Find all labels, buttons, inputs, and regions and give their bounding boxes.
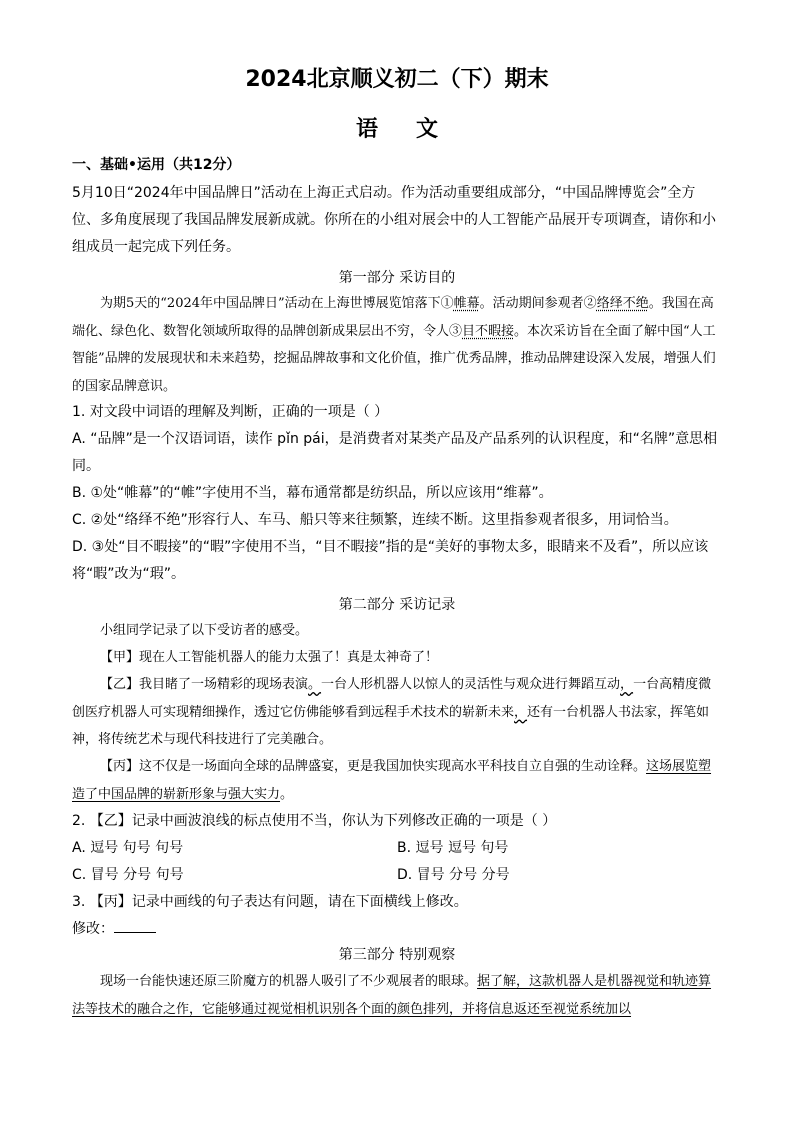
q1-option-a: A. “品牌”是一个汉语词语，读作 pǐn pái，是消费者对某类产品及产品系列的认识程度，和“名牌”意思相同。 — [72, 431, 718, 474]
passage-text: 。活动期间参观者② — [479, 296, 597, 311]
record-text: 一台高精度微创医疗机器人可实现精细操作，透过它仿佛能够看到远程手术技术的崭新未来 — [72, 677, 712, 720]
exam-title: 2024北京顺义初二（下）期末 — [245, 67, 549, 92]
q2-option-d: D. 冒号 分号 分号 — [397, 867, 510, 883]
word-2: 络绎不绝 — [596, 296, 649, 311]
part1-heading: 一、基础•运用（共12分） — [72, 157, 241, 173]
passage-text: 为期5天的“2024年中国品牌日”活动在上海世博展览馆落下① — [100, 296, 454, 311]
q1-stem: 1. 对文段中词语的理解及判断，正确的一项是（ ） — [72, 404, 389, 420]
q2-options — [72, 835, 722, 889]
q3-answer-line — [72, 916, 722, 943]
record-text: 一台人形机器人以惊人的灵活性与观众进行舞蹈互动 — [321, 677, 621, 692]
record-jia: 【甲】现在人工智能机器人的能力太强了！真是太神奇了！ — [100, 650, 439, 665]
section1-passage — [72, 290, 722, 400]
passage-text: 现场一台能快速还原三阶魔方的机器人吸引了不少观展者的眼球。 — [100, 974, 478, 989]
word-3: 目不暇接 — [462, 323, 515, 339]
subject-title: 语文 — [355, 117, 476, 142]
part1-intro: 5月10日“2024年中国品牌日”活动在上海正式启动。作为活动重要组成部分，“中国品牌博览会”全方位、多角度展现了我国品牌发展新成就。你所在的小组对展会中的人工智能产品展开专项调查，请你和小组成员一起完成下列任务。 — [72, 185, 716, 255]
section2-lead: 小组同学记录了以下受访者的感受。 — [100, 623, 309, 638]
section2-title: 第二部分 采访记录 — [338, 597, 456, 613]
record-bing — [72, 753, 722, 808]
record-text: 。 — [280, 786, 294, 802]
passage-text: 。本次采访旨在全面了解中国“人工智能”品牌的发展现状和未来趋势，挖掘品牌故事和文化价值，推广优秀品牌，推动品牌建设深入发展，增强人们的国家品牌意识。 — [72, 323, 716, 394]
wavy-punct-3: ， — [514, 704, 528, 720]
q2-stem: 2. 【乙】记录中画波浪线的标点使用不当，你认为下列修改正确的一项是（ ） — [72, 813, 557, 829]
underlined-sentence: 这场展览塑造了中国品牌的崭新形象与强大实力 — [72, 759, 712, 802]
record-text: 【乙】我目睹了一场精彩的现场表演 — [100, 677, 309, 692]
passage-text: 。我国在高端化、绿色化、数智化领域所取得的品牌创新成果层出不穷，令人③ — [72, 296, 714, 339]
underlined-passage: 据了解，这款机器人是机器视觉和轨迹算法等技术的融合之作，它能够通过视觉相机识别各个面的颜色排列，并将信息返还至视觉系统加以 — [72, 974, 712, 1017]
record-yi — [72, 671, 722, 754]
q1-option-d: D. ③处“目不暇接”的“暇”字使用不当，“目不暇接”指的是“美好的事物太多，眼睛来不及看”，所以应该将“暇”改为“瑕”。 — [72, 539, 709, 582]
section1-title: 第一部分 采访目的 — [338, 270, 456, 286]
q2-option-b: B. 逗号 逗号 句号 — [397, 840, 509, 856]
record-text: 【丙】这不仅是一场面向全球的品牌盛宴，更是我国加快实现高水平科技自立自强的生动诠释。 — [100, 759, 647, 774]
word-1: 帷幕 — [453, 296, 480, 311]
q1-option-c: C. ②处“络绎不绝”形容行人、车马、船只等来往频繁，连续不断。这里指参观者很多，用词恰当。 — [72, 512, 678, 528]
wavy-punct-1: 。 — [308, 677, 322, 692]
answer-blank[interactable] — [114, 918, 156, 933]
fix-label: 修改： — [72, 921, 114, 937]
q1-option-b: B. ①处“帷幕”的“帷”字使用不当，幕布通常都是纺织品，所以应该用“维幕”。 — [72, 485, 553, 501]
wavy-punct-2: ， — [620, 677, 634, 692]
q2-option-a: A. 逗号 句号 句号 — [72, 840, 184, 856]
section3-passage — [72, 968, 722, 1023]
record-text: 还有一台机器人书法家，挥笔如神，将传统艺术与现代科技进行了完美融合。 — [72, 704, 710, 747]
section3-title: 第三部分 特别观察 — [338, 947, 456, 963]
q2-option-c: C. 冒号 分号 句号 — [72, 867, 184, 883]
q3-stem: 3. 【丙】记录中画线的句子表达有问题，请在下面横线上修改。 — [72, 894, 468, 910]
